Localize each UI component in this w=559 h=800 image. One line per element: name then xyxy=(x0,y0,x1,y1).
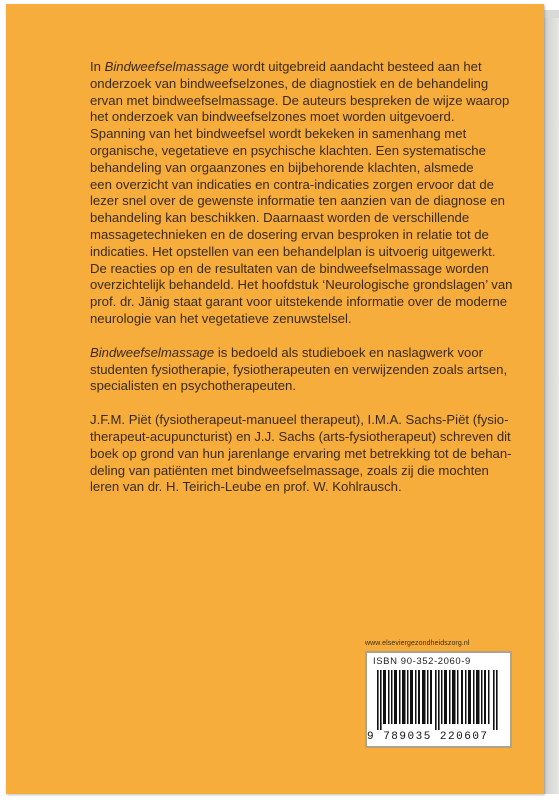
text-line: een overzicht van indicaties en contra-indicaties zorgen ervoor dat de xyxy=(90,176,494,192)
text-line: overzichtelijk behandeld. Het hoofdstuk ‘Neurologische grondslagen’ van xyxy=(90,277,513,293)
text-line: behandeling kan beschikken. Daarnaast worden de verschillende xyxy=(90,210,470,226)
text-line: studenten fysiotherapie, fysiotherapeuten en verwijzenden zoals artsen, xyxy=(90,361,508,377)
text-line: organische, vegetatieve en psychische klachten. Een systematische xyxy=(90,142,486,158)
barcode-number: 9 789035 220607 xyxy=(367,731,489,743)
text-line: massagetechnieken en de dosering ervan besproken in relatie tot de xyxy=(90,226,489,242)
text-line: boek op grond van hun jarenlange ervaring met betrekking tot de behan- xyxy=(90,445,512,461)
text-line: Spanning van het bindweefsel wordt bekeken in samenhang met xyxy=(90,126,467,142)
audience-paragraph xyxy=(90,344,508,395)
text-line: therapeut-acupuncturist) en J.J. Sachs (arts-fysiotherapeut) schreven dit xyxy=(90,428,511,444)
text-line: J.F.M. Piët (fysiotherapeut-manueel therapeut), I.M.A. Sachs-Piët (fysio- xyxy=(90,412,509,428)
text-line: het onderzoek van bindweefselzones moet worden uitgevoerd. xyxy=(90,109,455,125)
text-line: Bindweefselmassage is bedoeld als studieboek en naslagwerk voor xyxy=(90,344,484,360)
text-line: neurologie van het vegetatieve zenuwstelsel. xyxy=(90,310,352,326)
authors-paragraph xyxy=(90,412,512,496)
isbn-label: ISBN 90-352-2060-9 xyxy=(373,656,471,667)
isbn-barcode-box xyxy=(365,651,512,748)
barcode-icon xyxy=(377,670,499,730)
text-line: ervan met bindweefselmassage. De auteurs bespreken de wijze waarop xyxy=(90,92,510,108)
text-line: behandeling van orgaanzones en bijbehorende klachten, alsmede xyxy=(90,159,474,175)
text-line: deling van patiënten met bindweefselmassage, zoals zij die mochten xyxy=(90,462,489,478)
text-line: specialisten en psychotherapeuten. xyxy=(90,378,297,394)
text-line: leren van dr. H. Teirich-Leube en prof. W. Kohlrausch. xyxy=(90,479,402,495)
text-line: In Bindweefselmassage wordt uitgebreid aandacht besteed aan het xyxy=(90,59,482,74)
blurb-text xyxy=(90,59,513,513)
text-line: prof. dr. Jänig staat garant voor uitstekende informatie over de moderne xyxy=(90,294,508,310)
text-line: onderzoek van bindweefselzones, de diagnostiek en de behandeling xyxy=(90,75,489,91)
publisher-url: www.elseviergezondheidszorg.nl xyxy=(365,640,470,647)
text-line: De reacties op en de resultaten van de bindweefselmassage worden xyxy=(90,260,489,276)
description-paragraph xyxy=(90,59,513,328)
text-line: indicaties. Het opstellen van een behandelplan is uitvoerig uitgewerkt. xyxy=(90,243,496,259)
text-line: lezer snel over de gewenste informatie ten aanzien van de diagnose en xyxy=(90,193,505,209)
